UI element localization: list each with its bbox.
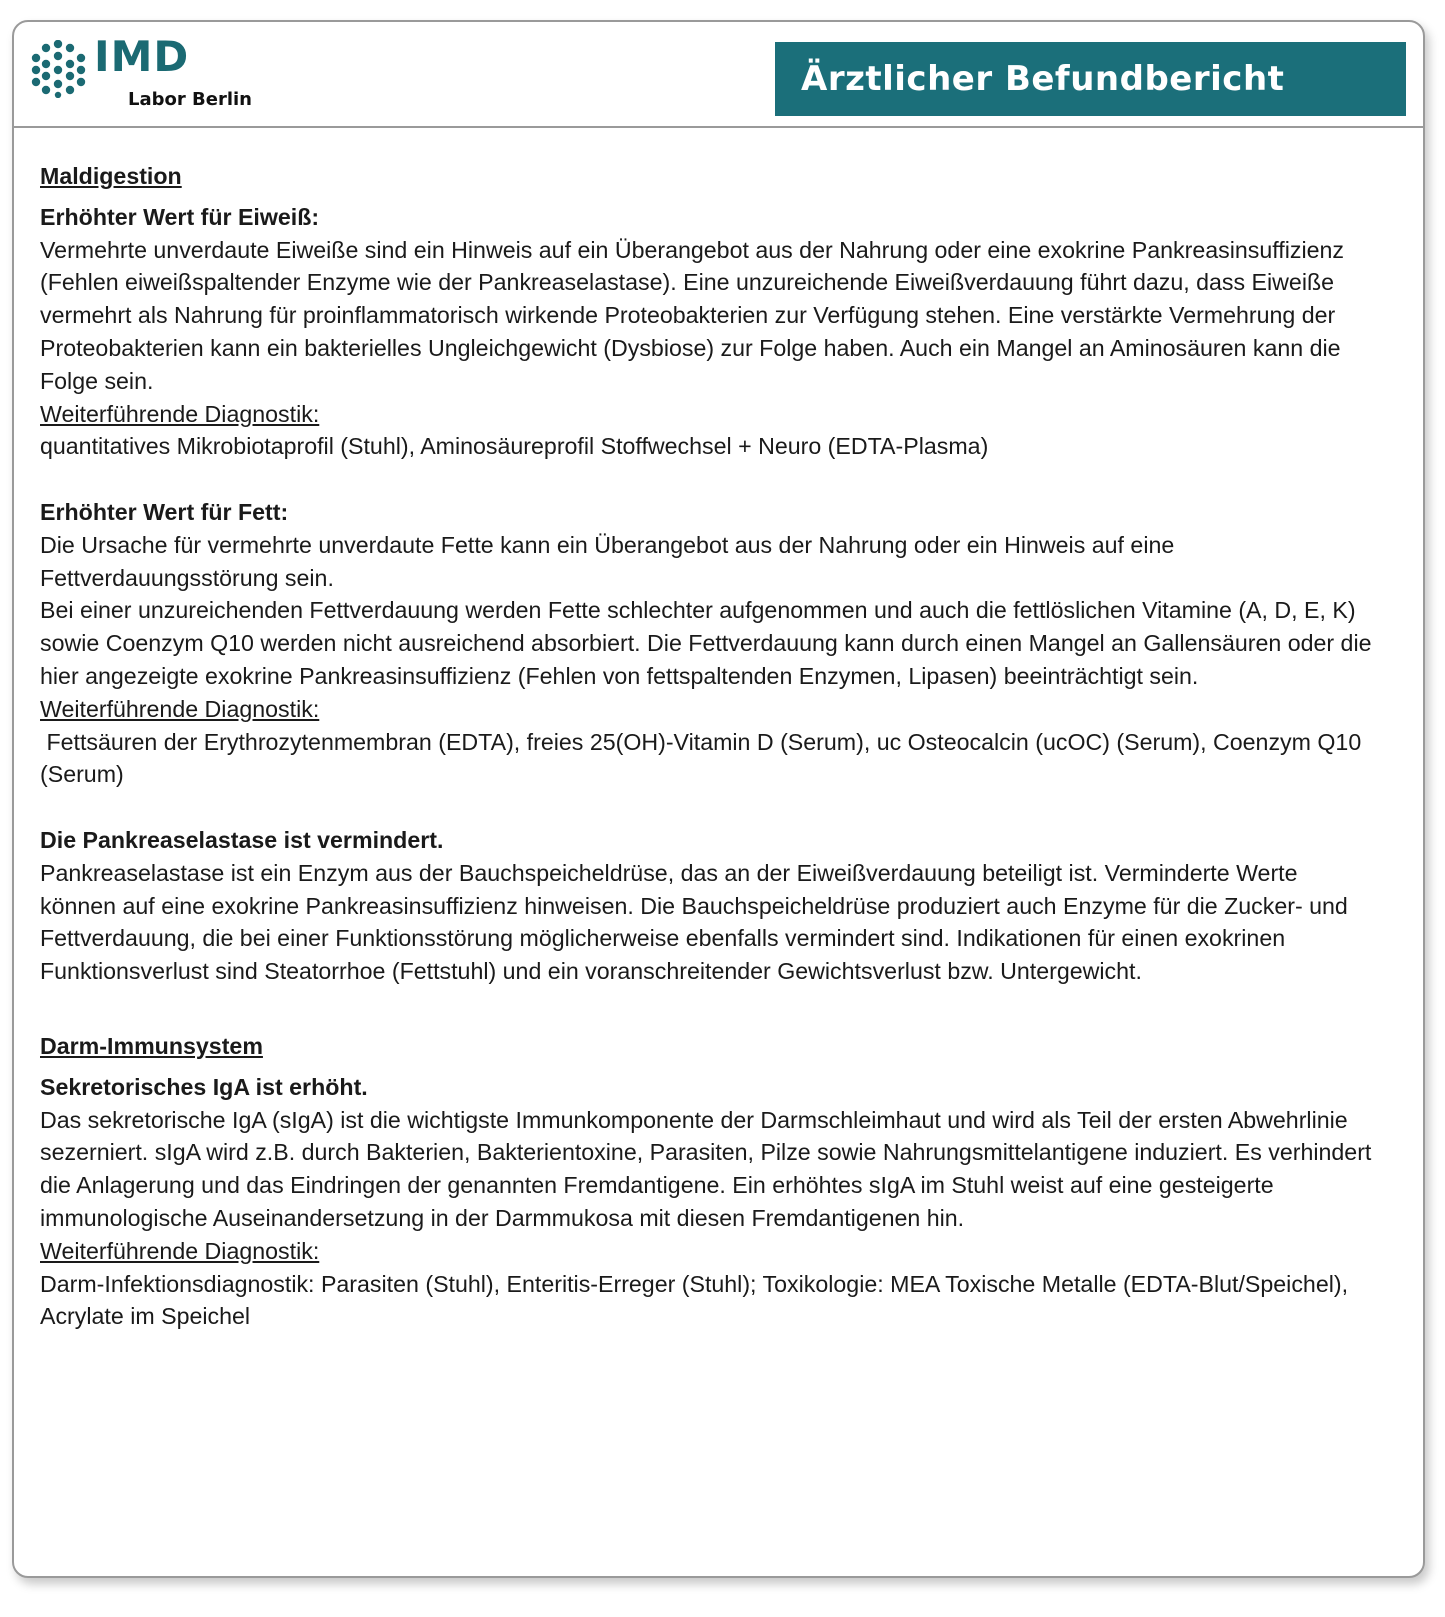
section-title-immun: Darm-Immunsystem — [40, 1032, 263, 1059]
imd-logo — [30, 32, 270, 118]
heading-iga: Sekretorisches IgA ist erhöht. — [40, 1073, 368, 1100]
diagnostik-text-fett: Fettsäuren der Erythrozytenmembran (EDTA), freies 25(OH)-Vitamin D (Serum), uc Osteocalcin (ucOC) (Serum), Coenzym Q10 (Serum) — [40, 728, 1368, 788]
text-fett-2: Bei einer unzureichenden Fettverdauung werden Fette schlechter aufgenommen und auch die fettlöslichen Vitamine (A, D, E, K) sowie Coenzym Q10 werden nicht ausreichend absorbiert. Die Fettverdauung kann durch einen Mangel an Gallensäuren oder die hier angezeigte exokrine Pankreasinsuffizienz (Fehlen von fettspaltenden Enzymen, Lipasen) beeinträchtigt sein. — [40, 597, 1372, 689]
section-title-maldigestion: Maldigestion — [40, 163, 182, 189]
diagnostik-label: Weiterführende Diagnostik: — [40, 1237, 320, 1264]
report-content — [40, 160, 1380, 1333]
report-title: Ärztlicher Befundbericht — [775, 42, 1406, 116]
report-frame — [12, 20, 1425, 1578]
logo-subtitle: Labor Berlin — [128, 89, 252, 110]
text-iga: Das sekretorische IgA (sIgA) ist die wichtigste Immunkomponente der Darmschleimhaut und wird als Teil der ersten Abwehrlinie sezerniert. sIgA wird z.B. durch Bakterien, Bakterientoxine, Parasiten, Pilze sowie Nahrungsmittelantigene induziert. Es verhindert die Anlagerung und das Eindringen der genannten Fremdantigene. Ein erhöhtes sIgA im Stuhl weist auf eine gesteigerte immunologische Auseinandersetzung in der Darmmukosa mit diesen Fremdantigenen hin. — [40, 1106, 1372, 1231]
logo-name: IMD — [94, 32, 190, 81]
diagnostik-text-eiweiss: quantitatives Mikrobiotaprofil (Stuhl), Aminosäureprofil Stoffwechsel + Neuro (EDTA-Plasma) — [40, 433, 989, 460]
report-header — [14, 22, 1423, 128]
text-fett-1: Die Ursache für vermehrte unverdaute Fette kann ein Überangebot aus der Nahrung oder ein Hinweis auf eine Fettverdauungsstörung sein. — [40, 531, 1175, 591]
diagnostik-label: Weiterführende Diagnostik: — [40, 400, 320, 427]
diagnostik-text-iga: Darm-Infektionsdiagnostik: Parasiten (Stuhl), Enteritis-Erreger (Stuhl); Toxikologie: MEA Toxische Metalle (EDTA-Blut/Speichel), Acrylate im Speichel — [40, 1270, 1349, 1330]
text-pankreas: Pankreaselastase ist ein Enzym aus der Bauchspeicheldrüse, das an der Eiweißverdauung beteiligt ist. Verminderte Werte können auf eine exokrine Pankreasinsuffizienz hinweisen. Die Bauchspeicheldrüse produziert auch Enzyme für die Zucker- und Fettverdauung, die bei einer Funktionsstörung möglicherweise ebenfalls vermindert sind. Indikationen für einen exokrinen Funktionsverlust sind Steatorrhoe (Fettstuhl) und ein voranschreitender Gewichtsverlust bzw. Untergewicht. — [40, 859, 1348, 985]
diagnostik-label: Weiterführende Diagnostik: — [40, 695, 320, 722]
logo-dots-icon — [30, 40, 88, 98]
heading-fett: Erhöhter Wert für Fett: — [40, 498, 289, 525]
heading-eiweiss: Erhöhter Wert für Eiweiß: — [40, 203, 320, 230]
text-eiweiss: Vermehrte unverdaute Eiweiße sind ein Hinweis auf ein Überangebot aus der Nahrung oder eine exokrine Pankreasinsuffizienz (Fehlen eiweißspaltender Enzyme wie der Pankreaselastase). Eine unzureichende Eiweißverdauung führt dazu, dass Eiweiße vermehrt als Nahrung für proinflammatorisch wirkende Proteobakterien zur Verfügung stehen. Eine verstärkte Vermehrung der Proteobakterien kann ein bakterielles Ungleichgewicht (Dysbiose) zur Folge haben. Auch ein Mangel an Aminosäuren kann die Folge sein. — [40, 236, 1344, 394]
heading-pankreas: Die Pankreaselastase ist vermindert. — [40, 826, 444, 853]
